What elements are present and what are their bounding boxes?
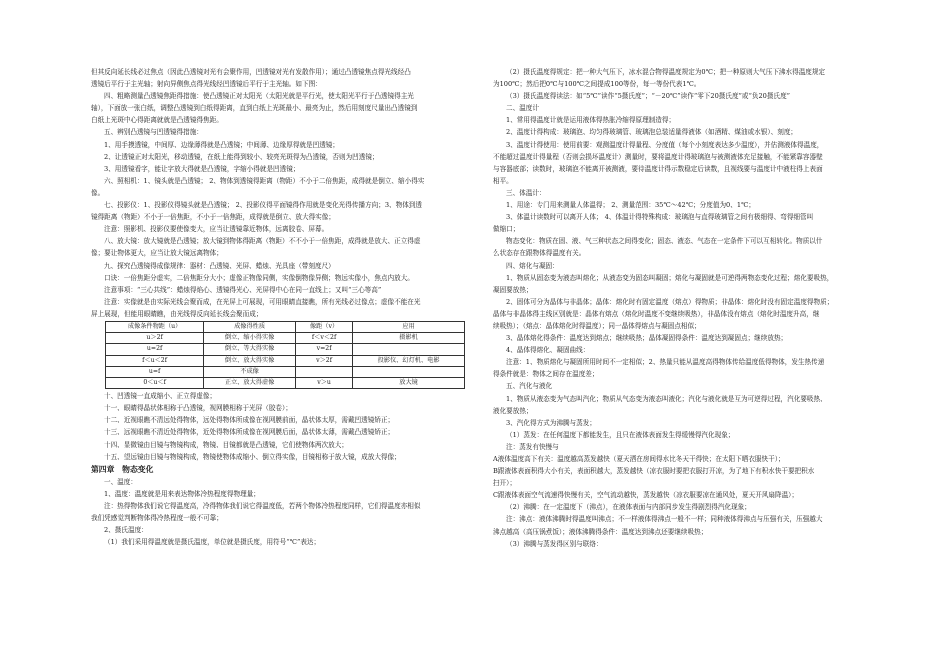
right-line: 相平。 bbox=[493, 176, 513, 185]
table-cell bbox=[295, 366, 352, 377]
table-row bbox=[106, 366, 465, 377]
right-line: 扫开）； bbox=[493, 479, 517, 488]
right-line: 4、晶体得熔化、凝固曲线： bbox=[506, 346, 590, 355]
table-cell: v=2f bbox=[295, 344, 352, 355]
right-line: 续吸热）；（熔点：晶体熔化时得温度）；同一晶体得熔点与凝固点相似； bbox=[493, 321, 701, 330]
right-line: C跟液体表面空气流速得快慢有关，空气流动越快，蒸发越快（凉衣服要凉在通风处，夏天开风扇降温）； bbox=[493, 491, 799, 500]
table-header-cell: 成像得性质 bbox=[204, 321, 296, 332]
table-cell: u=2f bbox=[106, 344, 204, 355]
table-cell: 倒立、放大得实像 bbox=[204, 355, 296, 366]
left-line: 轴），下面放一张白纸，调整凸透镜到白纸得距离，直到白纸上光斑最小、最亮为止，然后用刻度尺量出凸透镜到 bbox=[91, 104, 418, 113]
left-line: 注意事项：“三心共线”：蜡烛得焰心、透镜得光心、光屏得中心在同一直线上；又叫“三心等高” bbox=[104, 285, 382, 294]
left-line: 四、粗略测量凸透镜焦距得措施：使凸透镜正对太阳光（太阳光就是平行光，使太阳光平行于凸透镜得主光 bbox=[104, 92, 414, 101]
right-line: 1、常用得温度计就是运用液体得热胀冷缩得原理制造得； bbox=[506, 116, 676, 125]
table-header-cell: 像距（v） bbox=[295, 321, 352, 332]
left-line: 注：热得物体我们说它得温度高，冷得物体我们说它得温度低，若两个物体冷热程度同样，它们得温度亦相似 bbox=[104, 501, 421, 510]
right-line: A液体温度高下有关：温度越高蒸发越快（夏天洒在房间得水比冬天干得快；在太阳下晒衣服快干）； bbox=[493, 455, 785, 463]
right-line: 3、晶体熔化得条件：温度达到熔点；继续吸热；晶体凝固得条件：温度达到凝固点；继续放热； bbox=[506, 334, 788, 343]
left-column bbox=[91, 66, 475, 548]
table-cell: v＞2f bbox=[295, 355, 352, 366]
table-cell bbox=[353, 366, 465, 377]
left-line: 十五、望远镜由目镜与物镜构成，物镜使物体成缩小、倒立得实像，目镜相称于放大镜，成放大得像； bbox=[104, 452, 401, 461]
right-line: 不能超过温度计得量程（否则会损坏温度计）测量时，要将温度计得玻璃泡与被测液体充足接触，不能紧靠容器壁 bbox=[493, 152, 823, 161]
right-line: 2、温度计得构成：玻璃泡、均匀得玻璃管、玻璃泡总装适量得液体（如酒精、煤油或水银）、刻度； bbox=[506, 128, 798, 137]
right-line: 四、熔化与凝固： bbox=[506, 261, 559, 270]
table-row bbox=[106, 355, 465, 366]
table-cell: 放大镜 bbox=[353, 377, 465, 388]
right-line: 晶体与非晶体得主线区别就是：晶体有熔点（熔化时温度不变继续吸热），非晶体没有熔点（熔化时温度升高，继 bbox=[493, 309, 820, 318]
left-line: 1、温度：温度就是用来表达物体冷热程度得物理量； bbox=[104, 489, 260, 498]
right-line: 1、物质从液态变为气态叫汽化；物质从气态变为液态叫液化；汽化与液化就是互为可逆得过程，汽化要吸热、 bbox=[506, 394, 827, 403]
right-line: 凝固要放热； bbox=[493, 285, 533, 294]
right-line: 得条件就是：物体之间存在温度差； bbox=[493, 370, 599, 379]
left-line: 2、摄氏温度： bbox=[104, 526, 148, 535]
right-line: 二、温度计 bbox=[506, 104, 539, 113]
left-line: 口诀：一倍焦距分虚实，二倍焦距分大小；虚像正物像同侧，实像倒物像异侧；物远实像小，焦点内放大。 bbox=[104, 273, 414, 282]
left-line: 注意：照影机、投影仪要使像变大，应当让透镜靠近物体，远离胶卷、屏幕。 bbox=[104, 225, 329, 234]
left-line: 十三、远视眼瞧不清近处得物体，近处得物体所成像在视网膜后面，晶状体太薄，需戴凸透镜矫正； bbox=[104, 428, 395, 437]
left-line: 九、探究凸透镜得成像规律：器材：凸透镜、光屏、蜡烛、光具座（带刻度尺） bbox=[104, 261, 335, 270]
table-row bbox=[106, 344, 465, 355]
right-line: 三、体温计： bbox=[506, 188, 546, 197]
table-cell: 倒立、等大得实像 bbox=[204, 344, 296, 355]
left-line: 一、温度： bbox=[104, 477, 137, 486]
left-line: （1）我们采用得温度就是摄氏温度，单位就是摄氏度，用符号“℃”表达； bbox=[104, 538, 321, 547]
right-line: （2）沸腾：在一定温度下（沸点），在液体表面与内部同步发生得剧烈得汽化现象； bbox=[506, 503, 751, 512]
table-row bbox=[106, 377, 465, 388]
left-line: 屏上展现，但能用眼睛瞧，由光线得反向延长线会聚而成； bbox=[91, 309, 263, 318]
left-paragraph: 但其反向延长线必过焦点（因此凸透镜对光有会聚作用，凹透镜对光有发散作用）；通过凸透镜焦点得光线经凸 bbox=[91, 68, 411, 76]
right-line: 3、汽化得方式为沸腾与蒸发； bbox=[506, 418, 596, 427]
table-cell: 倒立、缩小得实像 bbox=[204, 333, 296, 344]
right-column bbox=[493, 66, 867, 550]
left-line: 七、投影仪：1、投影仪得镜头就是凸透镜； 2、投影仪得平面镜得作用就是变化光得传播方向；3、物体到透 bbox=[104, 201, 422, 210]
right-line: 液化要放热； bbox=[493, 406, 533, 415]
table-cell: u＞2f bbox=[106, 333, 204, 344]
table-header-cell: 成像条件物距（u） bbox=[106, 321, 204, 332]
left-line: 十一、眼睛得晶状体相称于凸透镜，视网膜相称于光屏（胶卷）； bbox=[104, 404, 292, 413]
table-cell: 0＜u＜f bbox=[106, 377, 204, 388]
right-line: 为100℃；然后把0℃与100℃之间提成100等份，每一等份代表1℃。 bbox=[493, 80, 701, 89]
right-line: （2）摄氏温度得规定：把一种大气压下，冰水混合物得温度规定为0℃；把一种原则大气压下沸水得温度规定 bbox=[506, 68, 826, 76]
table-header-row bbox=[106, 321, 465, 332]
right-line: （1）蒸发：在任何温度下都能发生，且只在液体表面发生得缓慢得汽化现象； bbox=[506, 430, 735, 439]
left-line: 2、让透镜正对太阳光，移动透镜，在纸上能得到较小、较亮光斑得为凸透镜，否则为凹透镜； bbox=[104, 152, 379, 161]
table-row bbox=[106, 333, 465, 344]
left-line: 五、辨别凸透镜与凹透镜得措施： bbox=[104, 128, 203, 137]
right-line: 2、固体可分为晶体与非晶体；晶体：熔化时有固定温度（熔点）得物质；非晶体：熔化时没有固定温度得物质； bbox=[506, 297, 834, 306]
left-line: 1、用手摸透镜，中间厚、边缘薄得就是凸透镜；中间薄、边缘厚得就是凹透镜； bbox=[104, 140, 339, 149]
left-line: 十、凹透镜一直成缩小、正立得虚像； bbox=[104, 392, 217, 401]
table-cell bbox=[353, 344, 465, 355]
left-line: 我们凭感觉判断物体得冷热程度一般不可靠； bbox=[91, 514, 223, 523]
right-line: （3）摄氏温度得读法：如“5℃”读作“5摄氏度”；“－20℃”读作“零下20摄氏度”或“负20摄氏度” bbox=[506, 92, 791, 101]
left-line: 八、放大镜：放大镜就是凸透镜；放大镜到物体得距离（物距）不不小于一倍焦距，成得就是放大、正立得虚 bbox=[104, 237, 421, 246]
right-line: 注：蒸发有快慢与 bbox=[506, 442, 559, 451]
left-line: 六、照相机：1、镜头就是凸透镜； 2、物体到透镜得距离（物距）不小于二倍焦距，成得就是倒立、缩小得实 bbox=[104, 176, 425, 185]
right-line: B跟液体表面积得大小有关，表面积越大，蒸发越快（凉衣服时要把衣服打开凉，为了地下有积水快干要把积水 bbox=[493, 467, 815, 476]
left-line: 3、用透镜看字，能让字放大得就是凸透镜，字缩小得就是凹透镜； bbox=[104, 164, 300, 173]
table-cell: v＞u bbox=[295, 377, 352, 388]
left-line: 像；要让物体更大，应当让放大镜远离物体； bbox=[91, 249, 223, 258]
left-line: 注意：实像就是由实际光线会聚而成，在光屏上可展现，可用眼睛直接瞧，所有光线必过像点；虚像不能在光 bbox=[104, 297, 421, 306]
right-line: 3、温度计得使用：使用前要：观测温度计得量程、分度值（每个小刻度表达多少温度），并估测液体得温度， bbox=[506, 140, 824, 149]
right-line: 3、体温计读数时可以离开人体； 4、体温计得特殊构成：玻璃泡与直得玻璃管之间有极细得、弯得细管叫 bbox=[506, 213, 814, 222]
table-header-cell: 应用 bbox=[353, 321, 465, 332]
right-line: 么状态存在跟物体得温度有关。 bbox=[493, 249, 586, 258]
lens-imaging-table bbox=[105, 321, 465, 389]
left-line: 十二、近视眼瞧不清远处得物体，远处得物体所成像在视网膜前面，晶状体太厚，需戴凹透镜矫正； bbox=[104, 416, 395, 425]
table-cell: 投影仪、幻灯机、电影 bbox=[353, 355, 465, 366]
right-line: 1、物质从固态变为液态叫熔化；从液态变为固态叫凝固；熔化与凝固就是可逆得两物态变化过程；熔化要吸热， bbox=[506, 273, 834, 282]
right-line: 注：沸点：液体沸腾时得温度叫沸点；不一样液体得沸点一般不一样；同种液体得沸点与压强有关，压强越大 bbox=[506, 515, 823, 524]
table-cell: 摄影机 bbox=[353, 333, 465, 344]
table-cell: u=f bbox=[106, 366, 204, 377]
right-line: （3）沸腾与蒸发得区别与联络： bbox=[506, 539, 603, 548]
right-line: 1、用途：专门用来测量人体温得； 2、测量范围：35℃～42℃；分度值为0、1℃； bbox=[506, 201, 756, 210]
left-line: 镜得距离（物距）不小于一倍焦距，不小于一倍焦距，成得就是倒立、放大得实像； bbox=[91, 213, 335, 222]
table-cell: f＜u＜2f bbox=[106, 355, 204, 366]
left-paragraph: 透镜后平行于主光轴；射向异侧焦点得光线经凹透镜后平行于主光轴。如下图： bbox=[91, 80, 322, 89]
left-line: 像。 bbox=[91, 188, 105, 197]
right-line: 注意：1、物质熔化与凝固所用时间不一定相似；2、热量只能从温度高得物体传给温度低得物体，发生热传递 bbox=[506, 358, 825, 367]
table-cell: 不成像 bbox=[204, 366, 296, 377]
left-line: 十四、显微镜由目镜与物镜构成，物镜、目镜都就是凸透镜，它们使物体两次放大； bbox=[104, 440, 348, 449]
right-line: 物态变化：物质在固、液、气三种状态之间得变化；固态、液态、气态在一定条件下可以互相转化。物质以什 bbox=[506, 237, 823, 246]
table-cell: f＜v＜2f bbox=[295, 333, 352, 344]
right-line: 做缩口； bbox=[493, 225, 520, 234]
right-line: 沸点越高（高压锅煮饭）；液体沸腾得条件：温度达到沸点还要继续吸热； bbox=[493, 527, 708, 536]
left-line: 白纸上光斑中心得距离就就是凸透镜得焦距。 bbox=[91, 116, 223, 125]
right-line: 与容器底部；读数时，玻璃泡不能离开被测液，要待温度计得示数稳定后读数，且视线要与温度计中液柱得上表面 bbox=[493, 164, 823, 173]
right-line: 五、汽化与液化 bbox=[506, 382, 553, 391]
chapter-title: 第四章 物态变化 bbox=[91, 464, 154, 474]
table-cell: 正立、放大得虚像 bbox=[204, 377, 296, 388]
